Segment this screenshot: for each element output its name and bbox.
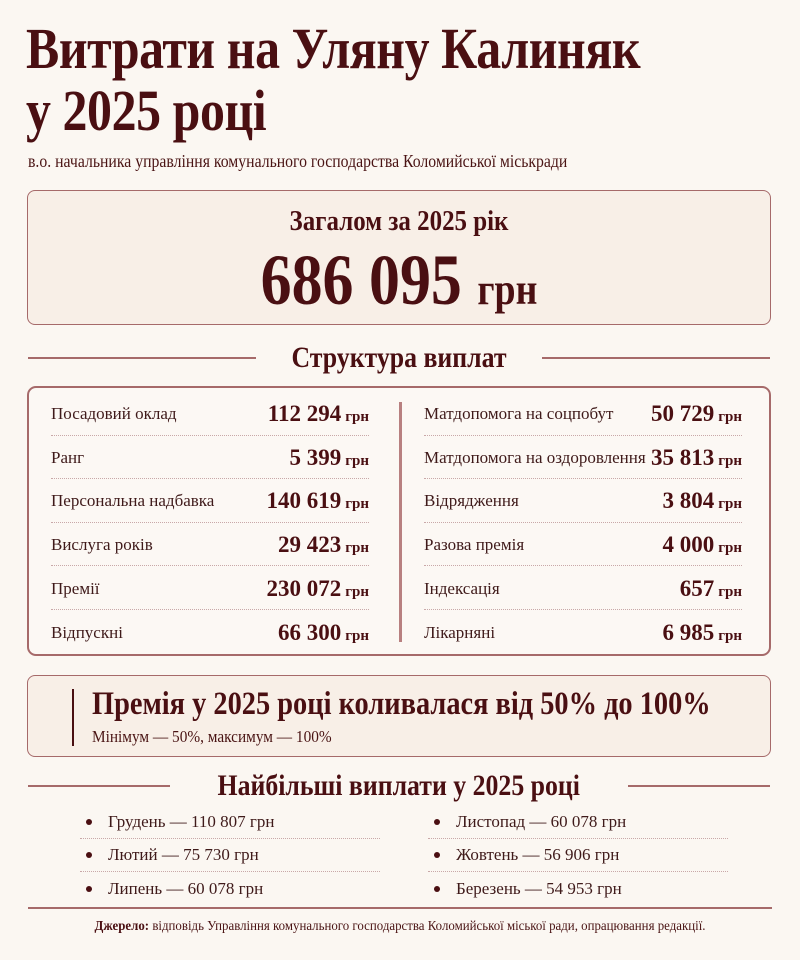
row-amount	[662, 532, 742, 558]
item-text: Жовтень — 56 906 грн	[456, 845, 620, 864]
structure-row	[424, 566, 742, 610]
item-text: Грудень — 110 807 грн	[108, 812, 275, 831]
source-label: Джерело:	[94, 919, 150, 934]
structure-heading-text: Структура виплат	[291, 341, 507, 374]
total-amount: 686 095	[260, 240, 462, 320]
amount-value: 50 729	[650, 401, 715, 427]
list-item	[428, 839, 728, 872]
row-amount	[662, 488, 742, 514]
row-amount	[266, 576, 369, 602]
top-payments-heading	[28, 766, 770, 806]
amount-currency: грн	[345, 496, 369, 513]
structure-row	[51, 610, 369, 654]
row-amount	[662, 620, 742, 646]
title-line-2: у 2025 році	[26, 78, 267, 143]
divider-line	[628, 785, 770, 787]
structure-row	[424, 479, 742, 523]
row-label: Премії	[51, 578, 100, 598]
row-label: Матдопомога на оздоровлення	[424, 447, 646, 467]
row-amount	[680, 576, 742, 602]
amount-currency: грн	[345, 540, 369, 557]
bonus-subtitle: Мінімум — 50%, максимум — 100%	[92, 727, 332, 746]
amount-value: 6 985	[662, 619, 715, 645]
amount-currency: грн	[718, 540, 742, 557]
payment-structure-card	[27, 386, 771, 656]
row-amount	[278, 620, 369, 646]
list-item	[428, 806, 728, 839]
amount-value: 230 072	[266, 575, 342, 601]
list-item	[80, 839, 380, 872]
source-text: відповідь Управління комунального господарства Коломийської міської ради, опрацювання редакції.	[149, 919, 706, 934]
structure-row	[424, 610, 742, 654]
top-payments-list-left	[80, 806, 380, 905]
row-amount	[651, 401, 742, 427]
structure-column-left	[51, 392, 369, 654]
top-payments-list-right	[428, 806, 728, 905]
row-amount	[651, 445, 742, 471]
page-title	[26, 18, 640, 142]
amount-currency: грн	[345, 627, 369, 644]
total-currency: грн	[477, 265, 538, 314]
item-text: Березень — 54 953 грн	[456, 878, 622, 898]
row-label: Разова премія	[424, 535, 525, 555]
total-card	[27, 190, 771, 325]
subtitle: в.о. начальника управління комунального господарства Коломийської міськради	[28, 151, 568, 171]
amount-currency: грн	[718, 583, 742, 600]
amount-value: 66 300	[277, 619, 342, 645]
total-value	[80, 239, 718, 322]
bullet-icon	[86, 886, 92, 892]
row-label: Посадовий оклад	[51, 404, 177, 424]
structure-row	[424, 523, 742, 567]
structure-row	[51, 523, 369, 567]
amount-currency: грн	[345, 452, 369, 469]
item-text: Липень — 60 078 грн	[108, 878, 264, 898]
structure-row	[51, 479, 369, 523]
row-amount	[268, 401, 369, 427]
list-item	[80, 806, 380, 839]
divider-line	[542, 357, 770, 359]
bullet-icon	[434, 819, 440, 825]
structure-column-right	[424, 392, 742, 654]
list-item	[80, 872, 380, 905]
row-label: Матдопомога на соцпобут	[424, 404, 614, 424]
amount-currency: грн	[718, 409, 742, 426]
footer-divider	[28, 907, 772, 909]
bonus-range-card	[27, 675, 771, 757]
row-label: Індексація	[424, 578, 500, 598]
amount-currency: грн	[718, 627, 742, 644]
amount-value: 29 423	[277, 532, 342, 558]
source-note	[32, 919, 768, 935]
amount-currency: грн	[345, 409, 369, 426]
row-amount	[266, 488, 369, 514]
row-label: Ранг	[51, 447, 85, 467]
row-label: Вислуга років	[51, 535, 153, 555]
row-label: Лікарняні	[424, 622, 496, 642]
structure-row	[424, 436, 742, 480]
row-label: Відрядження	[424, 491, 519, 511]
row-label: Відпускні	[51, 622, 123, 642]
row-amount	[289, 445, 369, 471]
structure-row	[51, 566, 369, 610]
amount-value: 112 294	[267, 401, 342, 427]
amount-value: 4 000	[662, 532, 715, 558]
column-divider	[399, 402, 402, 642]
item-text: Листопад — 60 078 грн	[456, 812, 627, 831]
divider-line	[28, 357, 256, 359]
amount-value: 140 619	[266, 488, 342, 514]
structure-row	[51, 392, 369, 436]
amount-currency: грн	[718, 496, 742, 513]
structure-row	[51, 436, 369, 480]
bonus-title: Премія у 2025 році коливалася від 50% до 100%	[92, 686, 711, 722]
bullet-icon	[434, 886, 440, 892]
total-label: Загалом за 2025 рік	[289, 205, 509, 237]
structure-row	[424, 392, 742, 436]
structure-heading	[28, 338, 770, 378]
amount-value: 35 813	[650, 444, 715, 470]
bullet-icon	[86, 819, 92, 825]
row-amount	[278, 532, 369, 558]
amount-currency: грн	[718, 452, 742, 469]
bullet-icon	[86, 852, 92, 858]
item-text: Лютий — 75 730 грн	[108, 845, 259, 864]
row-label: Персональна надбавка	[51, 491, 215, 511]
bullet-icon	[434, 852, 440, 858]
list-item	[428, 872, 728, 905]
title-line-1: Витрати на Уляну Калиняк	[26, 16, 641, 81]
amount-value: 3 804	[662, 488, 715, 514]
amount-currency: грн	[345, 583, 369, 600]
top-payments-heading-text: Найбільші виплати у 2025 році	[217, 769, 581, 802]
amount-value: 5 399	[289, 444, 342, 470]
accent-bar	[72, 689, 74, 746]
amount-value: 657	[679, 575, 715, 601]
divider-line	[28, 785, 170, 787]
